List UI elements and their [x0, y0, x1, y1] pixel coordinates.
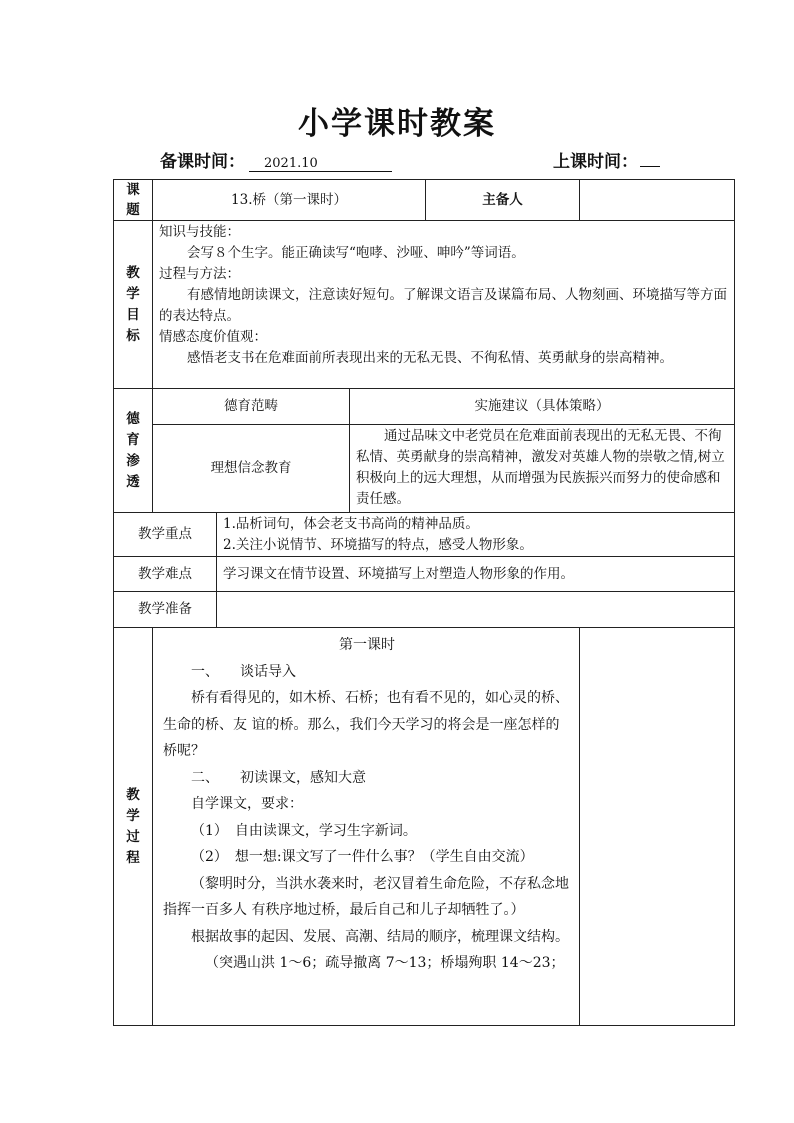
- class-time-label: 上课时间：: [553, 152, 638, 172]
- process-paragraph: 自学课文，要求：: [191, 796, 303, 812]
- prep-time: [160, 147, 392, 172]
- key-points[interactable]: [217, 513, 735, 557]
- preparation-label: 教学准备: [114, 592, 217, 628]
- class-time-value[interactable]: [640, 166, 660, 167]
- key-point-item: 2.关注小说情节、环境描写的特点，感受人物形象。: [223, 536, 533, 553]
- goals-emotion-text: 感悟老支书在危难面前所表现出来的无私无畏、不徇私情、英勇献身的崇高精神。: [187, 350, 673, 366]
- process-label: 教 学 过 程: [114, 628, 153, 1026]
- process-section-1: 一、 谈话导入: [191, 663, 296, 680]
- key-points-label: 教学重点: [114, 513, 217, 557]
- moral-category-header: 德育范畴: [153, 389, 350, 425]
- lesson-plan-table: [113, 179, 735, 1026]
- topic-label: 课 题: [114, 180, 153, 221]
- process-notes[interactable]: [580, 628, 735, 1026]
- page-title: 小学课时教案: [298, 106, 496, 142]
- moral-category[interactable]: 理想信念教育: [153, 425, 350, 513]
- difficulty-label: 教学难点: [114, 557, 217, 592]
- process-step-2: （2） 想一想:课文写了一件什么事？（学生自由交流）: [191, 849, 534, 865]
- prep-time-label: 备课时间：: [160, 152, 245, 172]
- process-step-1: （1） 自由读课文，学习生字新词。: [191, 822, 417, 839]
- goals-method-text: 有感情地朗读课文，注意读好短句。了解课文语言及谋篇布局、人物刻画、环境描写等方面的表达特点。: [159, 287, 727, 324]
- difficulty-text[interactable]: 学习课文在情节设置、环境描写上对塑造人物形象的作用。: [217, 557, 735, 592]
- class-time: [553, 147, 660, 172]
- process-content[interactable]: [153, 628, 580, 1026]
- moral-suggestion-header: 实施建议（具体策略）: [350, 389, 735, 425]
- goals-method-heading: 过程与方法：: [159, 266, 240, 282]
- process-paragraph: （突遇山洪 1～6；疏导撤离 7～13；桥塌殉职 14～23；: [205, 955, 565, 971]
- preparer-value[interactable]: [580, 180, 735, 221]
- process-section-2: 二、 初读课文，感知大意: [191, 769, 366, 786]
- process-paragraph: （黎明时分，当洪水袭来时，老汉冒着生命危险，不存私念地指挥一百多人 有秩序地过桥，最后自己和儿子却牺牲了。）: [163, 875, 569, 918]
- topic-value[interactable]: 13.桥（第一课时）: [153, 180, 426, 221]
- process-paragraph: 桥有看得见的，如木桥、石桥；也有看不见的，如心灵的桥、生命的桥、友 谊的桥。那么，我们今天学习的将会是一座怎样的桥呢？: [163, 690, 569, 759]
- moral-label: 德 育 渗 透: [114, 389, 153, 513]
- key-point-item: 1.品析词句，体会老支书高尚的精神品质。: [223, 515, 479, 532]
- prep-time-value[interactable]: 2021.10: [249, 156, 392, 172]
- moral-suggestion[interactable]: 通过品味文中老党员在危难面前表现出的无私无畏、不徇私情、英勇献身的崇高精神，激发对英雄人物的崇敬之情,树立积极向上的远大理想，从而增强为民族振兴而努力的使命感和责任感。: [350, 425, 735, 513]
- preparer-label: 主备人: [426, 180, 580, 221]
- goals-content: [153, 221, 735, 389]
- goals-emotion-heading: 情感态度价值观：: [159, 329, 267, 345]
- process-heading: 第一课时: [339, 637, 396, 653]
- goals-knowledge-text: 会写８个生字。能正确读写“咆哮、沙哑、呻吟”等词语。: [187, 245, 525, 261]
- goals-knowledge-heading: 知识与技能：: [159, 224, 240, 240]
- goals-label: 教 学 目 标: [114, 221, 153, 389]
- process-paragraph: 根据故事的起因、发展、高潮、结局的顺序，梳理课文结构。: [191, 928, 569, 945]
- preparation-value[interactable]: [217, 592, 735, 628]
